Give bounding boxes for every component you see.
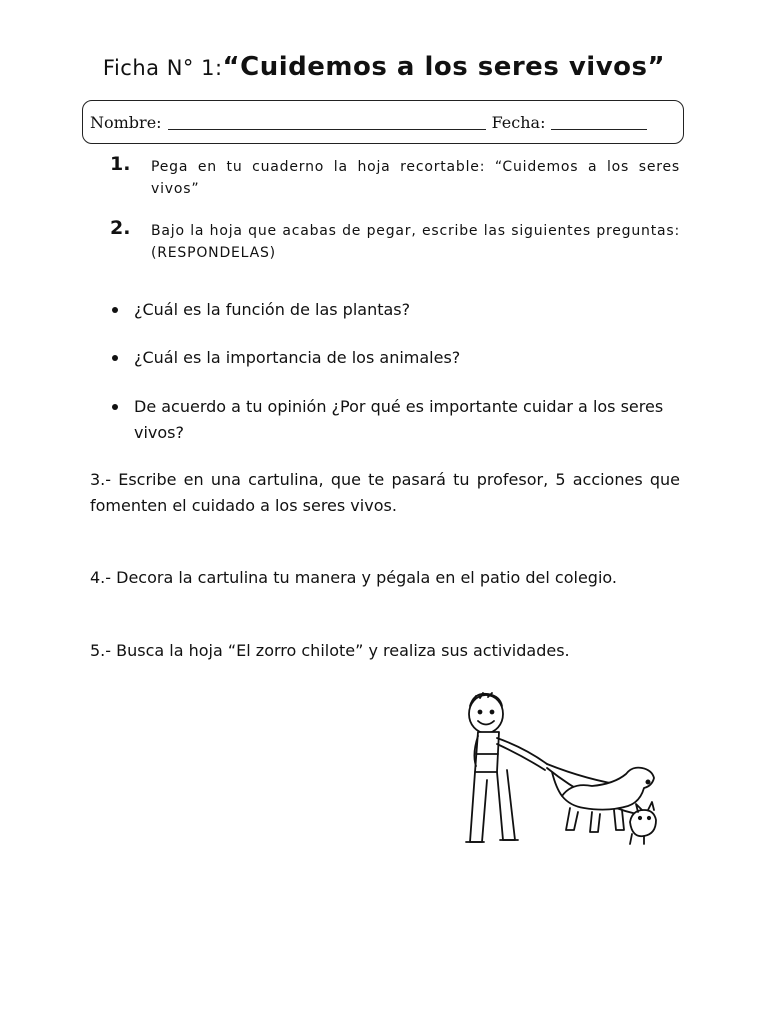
item-number: 1. [110, 153, 131, 175]
question-text: ¿Cuál es la importancia de los animales? [134, 348, 461, 367]
item-text: Bajo la hoja que acabas de pegar, escribe las siguientes preguntas: (RESPONDELAS) [151, 223, 680, 261]
boy-walking-dog-and-cat-icon [452, 692, 662, 852]
numbered-item-1 [110, 153, 680, 200]
step-4: 4.- Decora la cartulina tu manera y pégala en el patio del colegio. [90, 568, 617, 587]
question-3 [112, 394, 682, 446]
bullet-icon [112, 404, 118, 410]
name-label: Nombre: [90, 112, 162, 132]
question-text: ¿Cuál es la función de las plantas? [134, 300, 411, 319]
bullet-icon [112, 307, 118, 313]
step-5: 5.- Busca la hoja “El zorro chilote” y realiza sus actividades. [90, 641, 570, 660]
question-1 [112, 297, 682, 323]
item-text: Pega en tu cuaderno la hoja recortable: “Cuidemos a los seres vivos” [151, 159, 680, 197]
title-main: “Cuidemos a los seres vivos” [222, 52, 666, 82]
numbered-item-2 [110, 217, 680, 264]
name-line[interactable] [168, 115, 486, 130]
name-date-box [82, 100, 684, 144]
date-line[interactable] [551, 115, 647, 130]
bullet-icon [112, 355, 118, 361]
item-number: 2. [110, 217, 131, 239]
title-prefix: Ficha N° 1: [102, 56, 223, 80]
question-2 [112, 345, 682, 371]
question-text: De acuerdo a tu opinión ¿Por qué es importante cuidar a los seres vivos? [134, 397, 664, 442]
step-3: 3.- Escribe en una cartulina, que te pasará tu profesor, 5 acciones que fomenten el cuidado a los seres vivos. [90, 470, 680, 515]
page-title [0, 52, 768, 82]
date-label: Fecha: [491, 112, 546, 132]
